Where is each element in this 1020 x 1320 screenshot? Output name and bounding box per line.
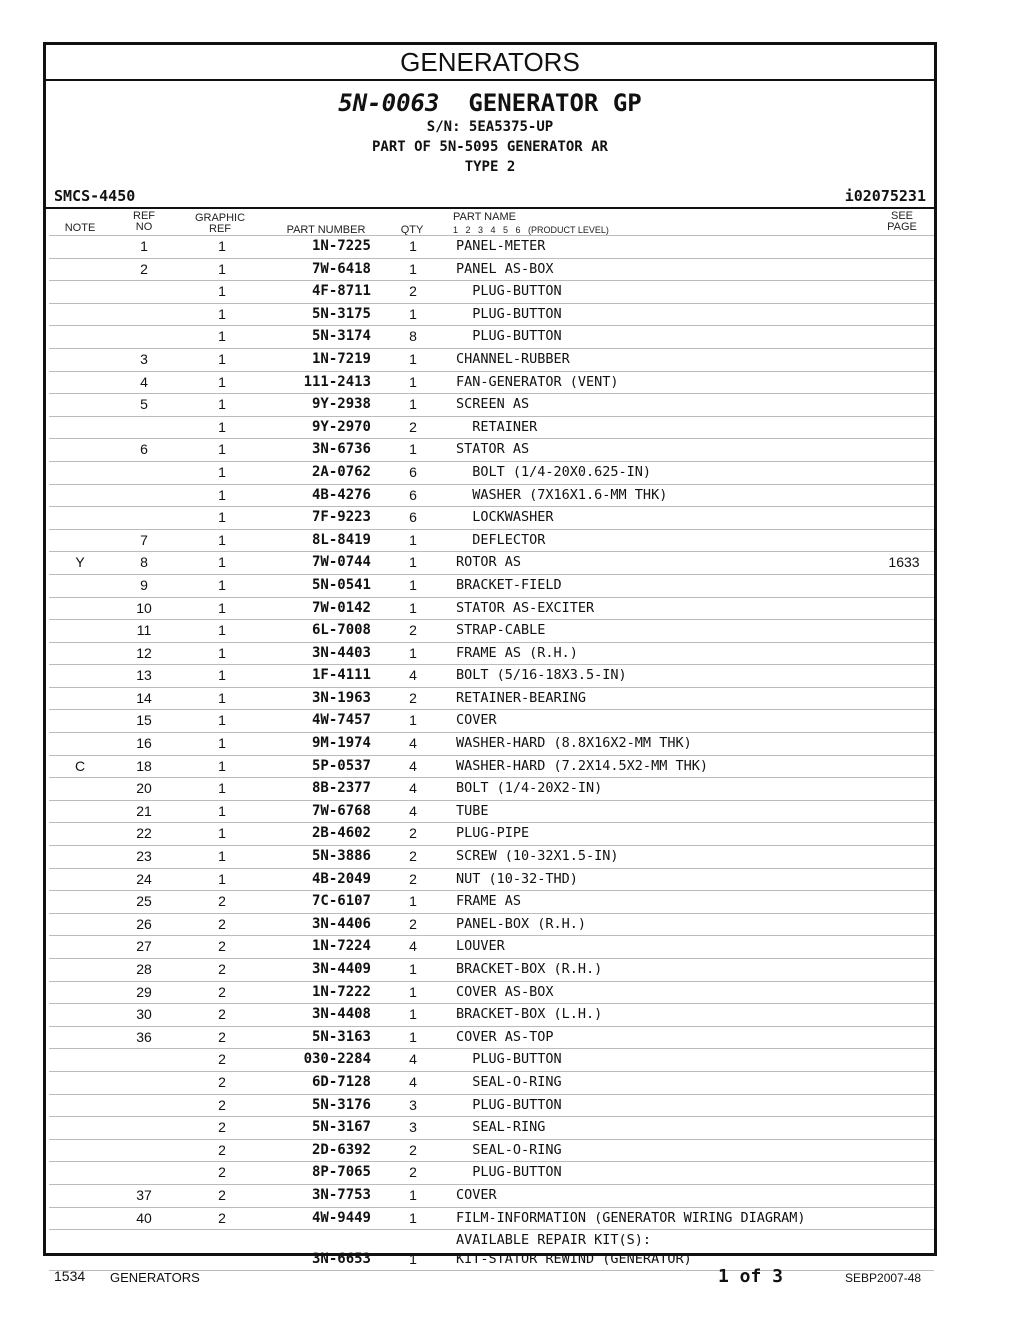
table-row xyxy=(49,755,934,778)
graphic-ref-cell: 1 xyxy=(218,667,226,684)
part-name-cell: PLUG-BUTTON xyxy=(456,328,562,345)
part-name-cell: COVER AS-BOX xyxy=(456,983,554,1000)
qty-cell: 1 xyxy=(409,893,417,910)
graphic-ref-cell: 1 xyxy=(218,531,226,548)
table-row xyxy=(49,1071,934,1094)
part-number-cell: 7C-6107 xyxy=(311,893,371,910)
col-header-graphic-ref: GRAPHIC REF xyxy=(194,212,246,235)
ref-no-cell: 6 xyxy=(140,441,148,458)
table-row xyxy=(49,687,934,710)
part-name-cell: LOUVER xyxy=(456,938,505,955)
table-row xyxy=(49,280,934,303)
part-number-cell: 3N-7753 xyxy=(311,1186,371,1203)
col-header-ref-no: REF NO xyxy=(133,210,155,233)
ref-no-cell: 3 xyxy=(140,350,148,367)
qty-cell: 1 xyxy=(409,350,417,367)
graphic-ref-cell: 1 xyxy=(218,644,226,661)
ref-no-cell: 9 xyxy=(140,576,148,593)
qty-cell: 1 xyxy=(409,554,417,571)
table-row xyxy=(49,461,934,484)
part-name-cell: PLUG-PIPE xyxy=(456,825,530,842)
part-name-cell: PLUG-BUTTON xyxy=(456,1051,562,1068)
qty-cell: 3 xyxy=(409,1096,417,1113)
part-number-cell: 9Y-2938 xyxy=(311,396,371,413)
ref-no-cell: 18 xyxy=(136,757,152,774)
graphic-ref-cell: 1 xyxy=(218,305,226,322)
ref-no-cell: 29 xyxy=(136,983,152,1000)
type-line: TYPE 2 xyxy=(464,159,516,175)
footer-page-number: 1534 xyxy=(54,1268,86,1284)
ref-no-cell: 10 xyxy=(136,599,152,616)
ref-no-cell: 2 xyxy=(140,260,148,277)
qty-cell: 4 xyxy=(409,757,417,774)
part-number-cell: 2A-0762 xyxy=(311,463,371,480)
part-number-cell: 1N-7222 xyxy=(311,983,371,1000)
part-number-cell: 1N-7224 xyxy=(311,938,371,955)
part-name-cell: SEAL-O-RING xyxy=(456,1073,562,1090)
qty-cell: 1 xyxy=(409,712,417,729)
part-name-cell: NUT (10-32-THD) xyxy=(456,870,578,887)
graphic-ref-cell: 1 xyxy=(218,848,226,865)
ref-no-cell: 13 xyxy=(136,667,152,684)
ref-no-cell: 15 xyxy=(136,712,152,729)
table-row xyxy=(49,868,934,891)
graphic-ref-cell: 1 xyxy=(218,825,226,842)
part-name-cell: ROTOR AS xyxy=(456,554,522,571)
part-number-cell: 1F-4111 xyxy=(311,667,371,684)
table-row xyxy=(49,664,934,687)
ref-no-cell: 26 xyxy=(136,915,152,932)
part-name-cell: BOLT (5/16-18X3.5-IN) xyxy=(456,667,627,684)
part-number-cell: 3N-6736 xyxy=(311,441,371,458)
graphic-ref-cell: 1 xyxy=(218,418,226,435)
part-number-cell: 3N-4409 xyxy=(311,961,371,977)
qty-cell: 2 xyxy=(409,1141,417,1158)
table-row xyxy=(49,732,934,755)
part-number-cell: 7W-6768 xyxy=(311,802,371,819)
qty-cell: 2 xyxy=(409,825,417,842)
part-number-cell: 3N-4406 xyxy=(311,915,371,932)
part-number-cell: 5N-3167 xyxy=(311,1119,371,1136)
part-name-cell: PANEL AS-BOX xyxy=(456,260,554,277)
table-row xyxy=(49,1116,934,1139)
part-name-cell: STATOR AS xyxy=(456,441,530,458)
table-row xyxy=(49,800,934,823)
part-name-cell: FRAME AS xyxy=(456,893,522,910)
header-divider xyxy=(46,207,934,209)
part-name-cell: PLUG-BUTTON xyxy=(456,1096,562,1113)
table-row xyxy=(49,935,934,958)
part-name-cell: FRAME AS (R.H.) xyxy=(456,644,578,661)
table-row xyxy=(49,303,934,326)
graphic-ref-cell: 1 xyxy=(218,689,226,706)
table-row xyxy=(49,958,934,981)
table-row xyxy=(49,484,934,507)
graphic-ref-cell: 2 xyxy=(218,1164,226,1181)
qty-cell: 2 xyxy=(409,689,417,706)
part-name-cell: COVER AS-TOP xyxy=(456,1028,554,1045)
repair-kit-heading: AVAILABLE REPAIR KIT(S): xyxy=(456,1232,652,1249)
qty-cell: 1 xyxy=(409,599,417,616)
col-header-part-name: PART NAME xyxy=(453,211,516,223)
part-name-cell: LOCKWASHER xyxy=(456,509,554,526)
part-number-cell: 4B-4276 xyxy=(311,486,371,503)
part-number-cell: 5N-3175 xyxy=(311,305,371,322)
qty-cell: 6 xyxy=(409,486,417,503)
part-number-cell: 5P-0537 xyxy=(311,757,371,774)
qty-cell: 4 xyxy=(409,938,417,955)
qty-cell: 8 xyxy=(409,328,417,345)
ref-no-cell: 27 xyxy=(136,938,152,955)
table-row xyxy=(49,1207,934,1230)
qty-cell: 6 xyxy=(409,463,417,480)
graphic-ref-cell: 2 xyxy=(218,938,226,955)
graphic-ref-cell: 1 xyxy=(218,622,226,639)
graphic-ref-cell: 2 xyxy=(218,915,226,932)
section-title: GENERATORS xyxy=(46,45,934,81)
ref-no-cell: 20 xyxy=(136,780,152,797)
graphic-ref-cell: 1 xyxy=(218,441,226,458)
qty-cell: 1 xyxy=(409,1028,417,1045)
graphic-ref-cell: 2 xyxy=(218,1006,226,1023)
table-row xyxy=(49,1003,934,1026)
qty-cell: 4 xyxy=(409,735,417,752)
graphic-ref-cell: 2 xyxy=(218,893,226,910)
part-number-cell: 4B-2049 xyxy=(311,870,371,887)
group-name: GENERATOR GP xyxy=(468,89,642,117)
footer-page-of: 1 of 3 xyxy=(718,1266,784,1287)
table-row xyxy=(49,1139,934,1162)
part-name-cell: STATOR AS-EXCITER xyxy=(456,599,595,616)
qty-cell: 2 xyxy=(409,1164,417,1181)
qty-cell: 1 xyxy=(409,260,417,277)
table-row xyxy=(49,1094,934,1117)
qty-cell: 4 xyxy=(409,802,417,819)
col-header-note: NOTE xyxy=(64,222,96,234)
qty-cell: 1 xyxy=(409,1186,417,1203)
product-level-header: 1 2 3 4 5 6 (PRODUCT LEVEL) xyxy=(453,225,609,235)
table-row xyxy=(49,506,934,529)
part-number-cell: 3N-4403 xyxy=(311,644,371,661)
qty-cell: 1 xyxy=(409,576,417,593)
note-cell: Y xyxy=(75,554,85,571)
table-row xyxy=(49,371,934,394)
graphic-ref-cell: 2 xyxy=(218,1119,226,1136)
table-row xyxy=(49,551,934,574)
table-row xyxy=(49,709,934,732)
col-header-part-number: PART NUMBER xyxy=(286,224,366,236)
ref-no-cell: 16 xyxy=(136,735,152,752)
part-number-cell: 5N-3163 xyxy=(311,1028,371,1045)
part-number-cell: 2B-4602 xyxy=(311,825,371,842)
qty-cell: 4 xyxy=(409,780,417,797)
qty-cell: 1 xyxy=(409,1251,417,1268)
part-name-cell: WASHER-HARD (7.2X14.5X2-MM THK) xyxy=(456,757,708,774)
qty-cell: 1 xyxy=(409,1209,417,1226)
graphic-ref-cell: 1 xyxy=(218,735,226,752)
part-name-cell: PANEL-BOX (R.H.) xyxy=(456,915,587,932)
part-name-cell: BOLT (1/4-20X2-IN) xyxy=(456,780,603,797)
ref-no-cell: 5 xyxy=(140,396,148,413)
part-name-cell: CHANNEL-RUBBER xyxy=(456,350,570,367)
table-row xyxy=(49,913,934,936)
part-name-cell: RETAINER-BEARING xyxy=(456,689,587,706)
qty-cell: 1 xyxy=(409,1006,417,1023)
part-number-cell: 1N-7219 xyxy=(311,350,371,367)
graphic-ref-cell: 1 xyxy=(218,260,226,277)
ref-no-cell: 12 xyxy=(136,644,152,661)
part-name-cell: BRACKET-BOX (L.H.) xyxy=(456,1006,603,1023)
table-row xyxy=(49,619,934,642)
ref-no-cell: 22 xyxy=(136,825,152,842)
part-name-cell: WASHER-HARD (8.8X16X2-MM THK) xyxy=(456,735,692,752)
table-row xyxy=(49,1048,934,1071)
part-number-cell: 7F-9223 xyxy=(311,509,371,526)
table-row xyxy=(49,597,934,620)
graphic-ref-cell: 1 xyxy=(218,373,226,390)
part-number-cell: 030-2284 xyxy=(303,1051,371,1068)
table-row xyxy=(49,393,934,416)
graphic-ref-cell: 1 xyxy=(218,576,226,593)
graphic-ref-cell: 2 xyxy=(218,1186,226,1203)
part-number-cell: 6D-7128 xyxy=(311,1073,371,1090)
parts-sheet xyxy=(43,42,937,1268)
part-number-cell: 9M-1974 xyxy=(311,735,371,752)
ref-no-cell: 11 xyxy=(136,622,152,639)
qty-cell: 1 xyxy=(409,441,417,458)
qty-cell: 1 xyxy=(409,238,417,254)
part-number-cell: 2D-6392 xyxy=(311,1141,371,1158)
table-row xyxy=(49,258,934,281)
page-title xyxy=(46,89,934,117)
table-row xyxy=(49,777,934,800)
part-name-cell: RETAINER xyxy=(456,418,538,435)
graphic-ref-cell: 2 xyxy=(218,1141,226,1158)
graphic-ref-cell: 1 xyxy=(218,463,226,480)
see-page-cell: 1633 xyxy=(888,554,920,571)
graphic-ref-cell: 2 xyxy=(218,1051,226,1068)
graphic-ref-cell: 2 xyxy=(218,1096,226,1113)
part-name-cell: COVER xyxy=(456,1186,497,1203)
ref-no-cell: 21 xyxy=(136,802,152,819)
ref-no-cell: 1 xyxy=(140,238,148,254)
table-row xyxy=(49,1161,934,1184)
graphic-ref-cell: 1 xyxy=(218,328,226,345)
part-name-cell: PLUG-BUTTON xyxy=(456,283,562,300)
smcs-code: SMCS-4450 xyxy=(54,187,136,205)
qty-cell: 2 xyxy=(409,622,417,639)
table-row xyxy=(49,822,934,845)
table-row xyxy=(49,642,934,665)
table-row xyxy=(49,845,934,868)
part-number-cell: 6L-7008 xyxy=(311,622,371,639)
qty-cell: 3 xyxy=(409,1119,417,1136)
graphic-ref-cell: 1 xyxy=(218,554,226,571)
ref-no-cell: 4 xyxy=(140,373,148,390)
graphic-ref-cell: 1 xyxy=(218,486,226,503)
part-name-cell: SCREW (10-32X1.5-IN) xyxy=(456,848,619,865)
part-name-cell: PLUG-BUTTON xyxy=(456,1164,562,1181)
ref-no-cell: 7 xyxy=(140,531,148,548)
part-name-cell: PANEL-METER xyxy=(456,238,546,254)
graphic-ref-cell: 1 xyxy=(218,509,226,526)
table-row xyxy=(49,890,934,913)
graphic-ref-cell: 1 xyxy=(218,802,226,819)
graphic-ref-cell: 1 xyxy=(218,396,226,413)
graphic-ref-cell: 1 xyxy=(218,350,226,367)
qty-cell: 1 xyxy=(409,396,417,413)
table-row xyxy=(49,325,934,348)
parts-table xyxy=(49,235,934,1271)
part-number-cell: 7W-6418 xyxy=(311,260,371,277)
qty-cell: 4 xyxy=(409,1073,417,1090)
col-header-qty: QTY xyxy=(400,224,424,236)
part-number-cell: 3N-6653 xyxy=(311,1251,371,1268)
part-name-cell: TUBE xyxy=(456,802,489,819)
ref-no-cell: 30 xyxy=(136,1006,152,1023)
qty-cell: 1 xyxy=(409,373,417,390)
part-number-cell: 7W-0744 xyxy=(311,554,371,571)
ref-no-cell: 28 xyxy=(136,961,152,977)
graphic-ref-cell: 1 xyxy=(218,757,226,774)
qty-cell: 1 xyxy=(409,983,417,1000)
part-name-cell: SEAL-RING xyxy=(456,1119,546,1136)
part-number-cell: 5N-3886 xyxy=(311,848,371,865)
part-name-cell: FAN-GENERATOR (VENT) xyxy=(456,373,619,390)
note-cell: C xyxy=(74,757,86,774)
table-row xyxy=(49,1026,934,1049)
graphic-ref-cell: 1 xyxy=(218,599,226,616)
qty-cell: 2 xyxy=(409,418,417,435)
part-number-cell: 3N-4408 xyxy=(311,1006,371,1023)
part-name-cell: DEFLECTOR xyxy=(456,531,546,548)
qty-cell: 1 xyxy=(409,961,417,977)
qty-cell: 2 xyxy=(409,915,417,932)
graphic-ref-cell: 1 xyxy=(218,283,226,300)
serial-range: S/N: 5EA5375-UP xyxy=(426,119,554,135)
graphic-ref-cell: 1 xyxy=(218,238,226,254)
part-name-cell: FILM-INFORMATION (GENERATOR WIRING DIAGRAM) xyxy=(456,1209,806,1226)
part-of-line: PART OF 5N-5095 GENERATOR AR xyxy=(371,139,608,155)
part-name-cell: COVER xyxy=(456,712,497,729)
table-row xyxy=(49,1184,934,1207)
repair-kit-row xyxy=(49,1229,934,1271)
part-number-cell: 8B-2377 xyxy=(311,780,371,797)
graphic-ref-cell: 2 xyxy=(218,961,226,977)
part-name-cell: SCREEN AS xyxy=(456,396,530,413)
graphic-ref-cell: 1 xyxy=(218,870,226,887)
part-number-cell: 4F-8711 xyxy=(311,283,371,300)
qty-cell: 2 xyxy=(409,283,417,300)
part-name-cell: SEAL-O-RING xyxy=(456,1141,562,1158)
table-row xyxy=(49,981,934,1004)
qty-cell: 6 xyxy=(409,509,417,526)
qty-cell: 1 xyxy=(409,305,417,322)
part-number-cell: 9Y-2970 xyxy=(311,418,371,435)
part-number-cell: 1N-7225 xyxy=(311,238,371,254)
footer-doc-id: SEBP2007-48 xyxy=(845,1271,922,1285)
graphic-ref-cell: 2 xyxy=(218,983,226,1000)
graphic-ref-cell: 2 xyxy=(218,1073,226,1090)
part-name-cell: STRAP-CABLE xyxy=(456,622,546,639)
part-name-cell: BOLT (1/4-20X0.625-IN) xyxy=(456,463,652,480)
ref-no-cell: 36 xyxy=(136,1028,152,1045)
graphic-ref-cell: 2 xyxy=(218,1028,226,1045)
qty-cell: 2 xyxy=(409,870,417,887)
graphic-ref-cell: 1 xyxy=(218,712,226,729)
part-number-cell: 5N-3174 xyxy=(311,328,371,345)
table-row xyxy=(49,438,934,461)
part-number-cell: 3N-1963 xyxy=(311,689,371,706)
ref-no-cell: 8 xyxy=(140,554,148,571)
part-name-cell: BRACKET-BOX (R.H.) xyxy=(456,961,603,977)
ref-no-cell: 14 xyxy=(136,689,152,706)
part-number-cell: 4W-7457 xyxy=(311,712,371,729)
part-number-cell: 8P-7065 xyxy=(311,1164,371,1181)
qty-cell: 2 xyxy=(409,848,417,865)
table-row xyxy=(49,416,934,439)
part-number-cell: 7W-0142 xyxy=(311,599,371,616)
ref-no-cell: 40 xyxy=(136,1209,152,1226)
qty-cell: 4 xyxy=(409,667,417,684)
part-number-cell: 5N-0541 xyxy=(311,576,371,593)
part-number-cell: 8L-8419 xyxy=(311,531,371,548)
table-row xyxy=(49,529,934,552)
info-id: i02075231 xyxy=(844,187,926,205)
ref-no-cell: 24 xyxy=(136,870,152,887)
part-name-cell: PLUG-BUTTON xyxy=(456,305,562,322)
footer-section: GENERATORS xyxy=(110,1270,200,1285)
part-number-cell: 5N-3176 xyxy=(311,1096,371,1113)
qty-cell: 4 xyxy=(409,1051,417,1068)
group-part-number: 5N-0063 xyxy=(338,89,440,117)
part-name-cell: KIT-STATOR REWIND (GENERATOR) xyxy=(456,1251,692,1268)
part-name-cell: BRACKET-FIELD xyxy=(456,576,562,593)
qty-cell: 1 xyxy=(409,644,417,661)
part-number-cell: 111-2413 xyxy=(303,373,371,390)
col-header-see-page: SEE PAGE xyxy=(887,210,917,233)
table-row xyxy=(49,348,934,371)
ref-no-cell: 37 xyxy=(136,1186,152,1203)
qty-cell: 1 xyxy=(409,531,417,548)
ref-no-cell: 25 xyxy=(136,893,152,910)
table-row xyxy=(49,235,934,258)
table-row xyxy=(49,574,934,597)
part-name-cell: WASHER (7X16X1.6-MM THK) xyxy=(456,486,668,503)
graphic-ref-cell: 2 xyxy=(218,1209,226,1226)
ref-no-cell: 23 xyxy=(136,848,152,865)
part-number-cell: 4W-9449 xyxy=(311,1209,371,1226)
graphic-ref-cell: 1 xyxy=(218,780,226,797)
